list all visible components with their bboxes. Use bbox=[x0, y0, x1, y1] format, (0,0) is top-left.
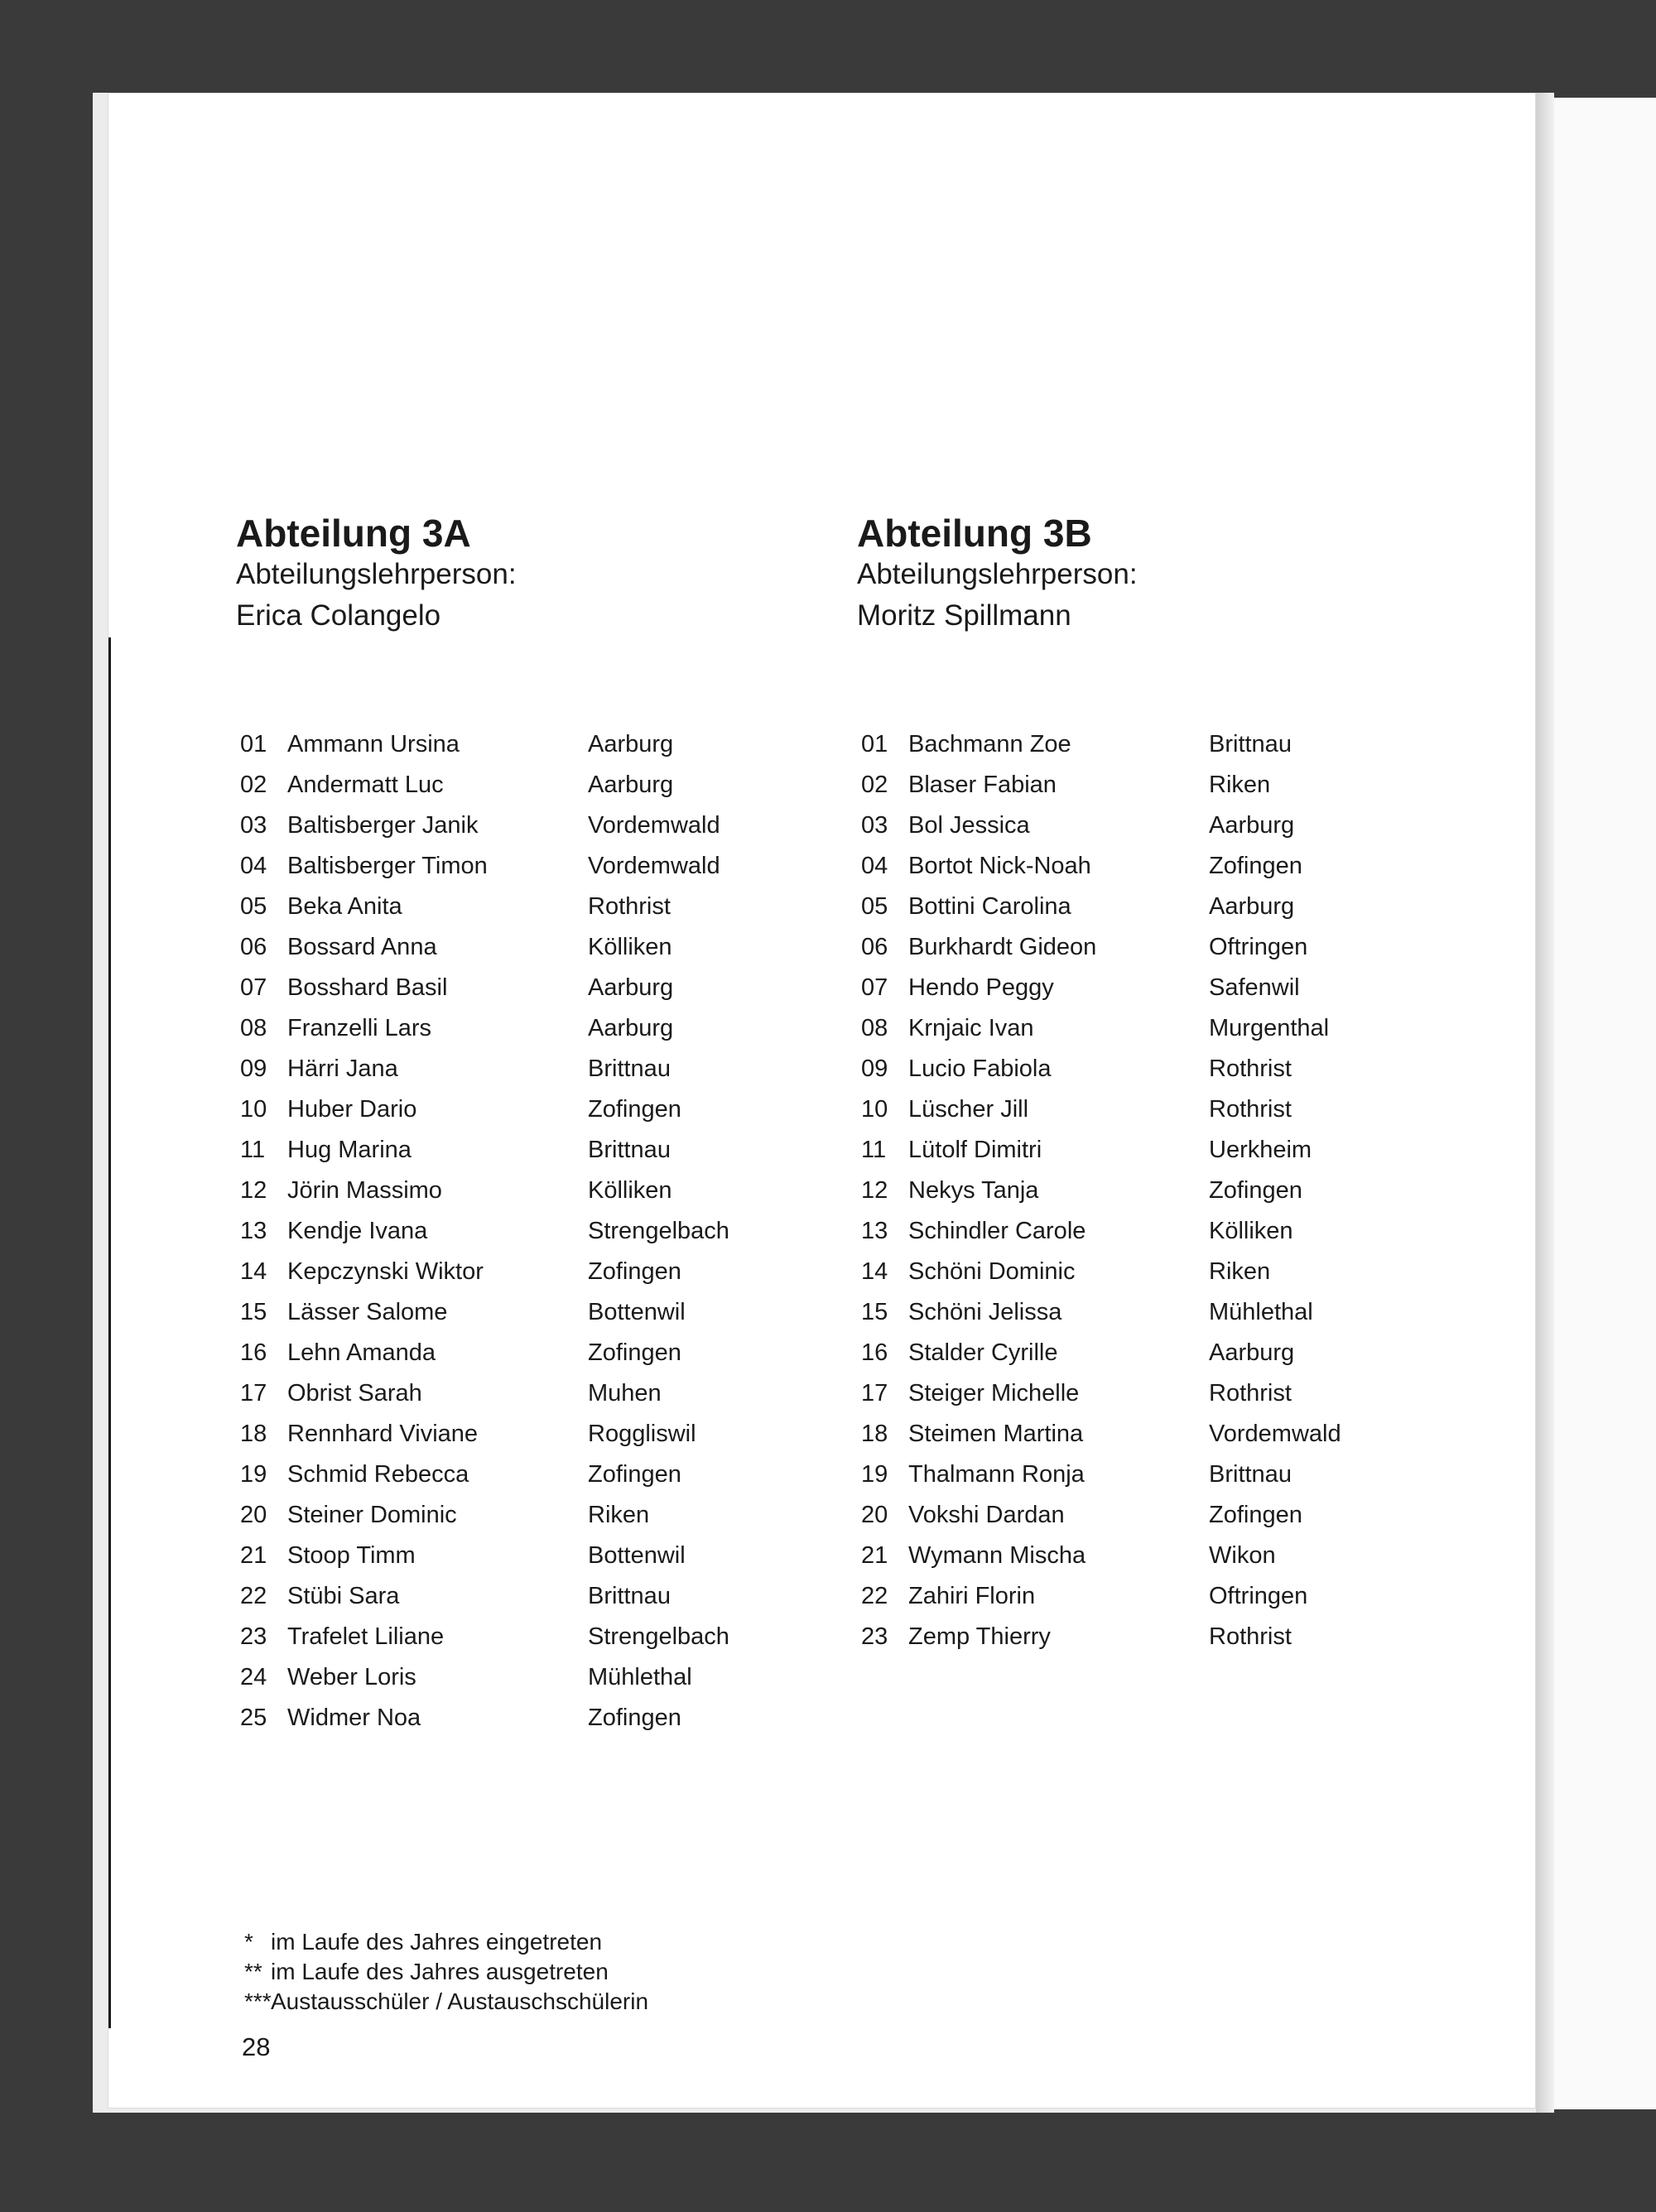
student-name: Hug Marina bbox=[287, 1137, 412, 1163]
student-row bbox=[236, 1132, 865, 1172]
student-row bbox=[236, 1334, 865, 1375]
student-row bbox=[857, 1213, 1486, 1253]
student-name: Wymann Mischa bbox=[908, 1542, 1086, 1569]
student-name: Bachmann Zoe bbox=[908, 731, 1071, 757]
student-row bbox=[857, 807, 1486, 848]
student-town: Rothrist bbox=[1209, 1056, 1292, 1082]
student-town: Oftringen bbox=[1209, 934, 1308, 960]
student-name: Bortot Nick-Noah bbox=[908, 853, 1091, 879]
student-town: Zofingen bbox=[1209, 1177, 1302, 1204]
student-town: Kölliken bbox=[588, 934, 672, 960]
student-name: Schöni Dominic bbox=[908, 1258, 1076, 1285]
student-list bbox=[236, 726, 865, 1740]
student-row bbox=[236, 1659, 865, 1700]
student-name: Härri Jana bbox=[287, 1056, 398, 1082]
student-number: 12 bbox=[861, 1177, 888, 1204]
student-row bbox=[857, 1618, 1486, 1659]
student-name: Schindler Carole bbox=[908, 1218, 1086, 1244]
student-town: Zofingen bbox=[1209, 853, 1302, 879]
student-number: 14 bbox=[861, 1258, 888, 1285]
student-name: Bottini Carolina bbox=[908, 893, 1071, 920]
student-name: Baltisberger Timon bbox=[287, 853, 488, 879]
student-row bbox=[857, 1253, 1486, 1294]
teacher-role-label: Abteilungslehrperson: bbox=[236, 558, 517, 590]
student-name: Stalder Cyrille bbox=[908, 1339, 1058, 1366]
student-number: 06 bbox=[240, 934, 267, 960]
student-town: Brittnau bbox=[1209, 1461, 1292, 1488]
student-row bbox=[857, 929, 1486, 969]
student-number: 15 bbox=[861, 1299, 888, 1325]
student-town: Rothrist bbox=[1209, 1096, 1292, 1123]
student-row bbox=[236, 807, 865, 848]
student-town: Riken bbox=[1209, 772, 1271, 798]
student-name: Hendo Peggy bbox=[908, 974, 1054, 1001]
student-number: 22 bbox=[861, 1583, 888, 1609]
student-town: Aarburg bbox=[1209, 1339, 1295, 1366]
student-town: Mühlethal bbox=[588, 1664, 692, 1690]
student-number: 17 bbox=[861, 1380, 888, 1407]
student-town: Brittnau bbox=[588, 1583, 671, 1609]
student-number: 13 bbox=[861, 1218, 888, 1244]
student-number: 08 bbox=[240, 1015, 267, 1041]
student-town: Brittnau bbox=[588, 1056, 671, 1082]
student-town: Vordemwald bbox=[1209, 1421, 1341, 1447]
student-name: Lehn Amanda bbox=[287, 1339, 436, 1366]
teacher-role-label: Abteilungslehrperson: bbox=[857, 558, 1138, 590]
student-number: 02 bbox=[861, 772, 888, 798]
student-name: Bosshard Basil bbox=[287, 974, 448, 1001]
student-name: Zemp Thierry bbox=[908, 1623, 1051, 1650]
student-number: 03 bbox=[240, 812, 267, 839]
student-town: Zofingen bbox=[588, 1339, 681, 1366]
student-name: Steiner Dominic bbox=[287, 1502, 457, 1528]
student-town: Bottenwil bbox=[588, 1542, 686, 1569]
student-name: Obrist Sarah bbox=[287, 1380, 422, 1407]
student-name: Jörin Massimo bbox=[287, 1177, 442, 1204]
student-number: 22 bbox=[240, 1583, 267, 1609]
student-town: Aarburg bbox=[1209, 893, 1295, 920]
spine-shadow bbox=[1536, 93, 1554, 2113]
student-row bbox=[857, 1537, 1486, 1578]
student-row bbox=[236, 1051, 865, 1091]
footnote-text: Austausschüler / Austauschschülerin bbox=[271, 1988, 649, 2014]
page-edge-line bbox=[108, 637, 111, 2028]
student-town: Strengelbach bbox=[588, 1218, 729, 1244]
student-row bbox=[857, 1334, 1486, 1375]
student-town: Muhen bbox=[588, 1380, 662, 1407]
student-row bbox=[857, 1010, 1486, 1051]
student-row bbox=[857, 767, 1486, 807]
student-number: 07 bbox=[861, 974, 888, 1001]
student-name: Kepczynski Wiktor bbox=[287, 1258, 484, 1285]
student-name: Stübi Sara bbox=[287, 1583, 400, 1609]
student-town: Oftringen bbox=[1209, 1583, 1308, 1609]
student-town: Strengelbach bbox=[588, 1623, 729, 1650]
student-name: Lütolf Dimitri bbox=[908, 1137, 1042, 1163]
student-name: Steimen Martina bbox=[908, 1421, 1084, 1447]
student-name: Stoop Timm bbox=[287, 1542, 416, 1569]
student-name: Thalmann Ronja bbox=[908, 1461, 1085, 1488]
student-row bbox=[236, 1172, 865, 1213]
student-town: Kölliken bbox=[588, 1177, 672, 1204]
section-heading: Abteilung 3B bbox=[857, 512, 1092, 555]
student-town: Zofingen bbox=[588, 1705, 681, 1731]
student-name: Widmer Noa bbox=[287, 1705, 421, 1731]
student-row bbox=[857, 1456, 1486, 1497]
student-town: Brittnau bbox=[1209, 731, 1292, 757]
student-list bbox=[857, 726, 1486, 1659]
student-number: 23 bbox=[861, 1623, 888, 1650]
student-town: Safenwil bbox=[1209, 974, 1300, 1001]
student-row bbox=[236, 1375, 865, 1416]
student-number: 19 bbox=[861, 1461, 888, 1488]
student-row bbox=[236, 1294, 865, 1334]
student-name: Lässer Salome bbox=[287, 1299, 448, 1325]
student-town: Uerkheim bbox=[1209, 1137, 1312, 1163]
student-name: Rennhard Viviane bbox=[287, 1421, 479, 1447]
student-name: Huber Dario bbox=[287, 1096, 417, 1123]
student-row bbox=[236, 1618, 865, 1659]
student-row bbox=[236, 888, 865, 929]
student-number: 15 bbox=[240, 1299, 267, 1325]
student-town: Riken bbox=[1209, 1258, 1271, 1285]
student-town: Roggliswil bbox=[588, 1421, 696, 1447]
student-number: 10 bbox=[240, 1096, 267, 1123]
student-town: Rothrist bbox=[1209, 1623, 1292, 1650]
student-name: Krnjaic Ivan bbox=[908, 1015, 1034, 1041]
student-name: Franzelli Lars bbox=[287, 1015, 432, 1041]
student-name: Lucio Fabiola bbox=[908, 1056, 1052, 1082]
student-row bbox=[857, 1051, 1486, 1091]
student-number: 10 bbox=[861, 1096, 888, 1123]
student-town: Kölliken bbox=[1209, 1218, 1293, 1244]
student-name: Ammann Ursina bbox=[287, 731, 460, 757]
student-number: 03 bbox=[861, 812, 888, 839]
student-name: Bossard Anna bbox=[287, 934, 437, 960]
footnote-text: im Laufe des Jahres eingetreten bbox=[271, 1929, 603, 1955]
student-town: Aarburg bbox=[588, 731, 674, 757]
student-row bbox=[236, 1700, 865, 1740]
student-row bbox=[236, 1578, 865, 1618]
student-town: Rothrist bbox=[1209, 1380, 1292, 1407]
student-row bbox=[857, 1497, 1486, 1537]
student-number: 09 bbox=[861, 1056, 888, 1082]
student-name: Lüscher Jill bbox=[908, 1096, 1029, 1123]
student-town: Vordemwald bbox=[588, 853, 720, 879]
student-number: 08 bbox=[861, 1015, 888, 1041]
student-town: Mühlethal bbox=[1209, 1299, 1313, 1325]
student-row bbox=[236, 1091, 865, 1132]
student-town: Aarburg bbox=[588, 974, 674, 1001]
student-number: 16 bbox=[861, 1339, 888, 1366]
student-number: 24 bbox=[240, 1664, 267, 1690]
student-name: Andermatt Luc bbox=[287, 772, 444, 798]
student-row bbox=[857, 1091, 1486, 1132]
student-number: 04 bbox=[861, 853, 888, 879]
section-heading: Abteilung 3A bbox=[236, 512, 471, 555]
student-number: 14 bbox=[240, 1258, 267, 1285]
student-row bbox=[236, 1497, 865, 1537]
student-town: Brittnau bbox=[588, 1137, 671, 1163]
student-row bbox=[857, 969, 1486, 1010]
student-town: Aarburg bbox=[588, 1015, 674, 1041]
student-number: 07 bbox=[240, 974, 267, 1001]
student-name: Zahiri Florin bbox=[908, 1583, 1036, 1609]
student-row bbox=[857, 848, 1486, 888]
student-name: Nekys Tanja bbox=[908, 1177, 1039, 1204]
student-row bbox=[236, 1456, 865, 1497]
student-row bbox=[236, 969, 865, 1010]
student-town: Aarburg bbox=[1209, 812, 1295, 839]
student-number: 13 bbox=[240, 1218, 267, 1244]
document-page bbox=[108, 93, 1536, 2109]
student-row bbox=[857, 1416, 1486, 1456]
student-row bbox=[236, 929, 865, 969]
student-number: 11 bbox=[240, 1137, 266, 1163]
student-name: Baltisberger Janik bbox=[287, 812, 479, 839]
student-number: 04 bbox=[240, 853, 267, 879]
student-row bbox=[857, 726, 1486, 767]
teacher-name: Moritz Spillmann bbox=[857, 599, 1071, 632]
student-town: Murgenthal bbox=[1209, 1015, 1330, 1041]
student-name: Beka Anita bbox=[287, 893, 402, 920]
footnote-marker: ** bbox=[244, 1959, 262, 1984]
student-row bbox=[236, 1416, 865, 1456]
student-town: Riken bbox=[588, 1502, 650, 1528]
student-number: 23 bbox=[240, 1623, 267, 1650]
student-number: 25 bbox=[240, 1705, 267, 1731]
student-town: Bottenwil bbox=[588, 1299, 686, 1325]
student-town: Zofingen bbox=[588, 1461, 681, 1488]
student-number: 05 bbox=[861, 893, 888, 920]
student-row bbox=[857, 1132, 1486, 1172]
student-number: 20 bbox=[861, 1502, 888, 1528]
student-number: 06 bbox=[861, 934, 888, 960]
student-number: 21 bbox=[861, 1542, 888, 1569]
student-number: 01 bbox=[240, 731, 267, 757]
student-number: 12 bbox=[240, 1177, 267, 1204]
student-row bbox=[236, 848, 865, 888]
student-number: 09 bbox=[240, 1056, 267, 1082]
student-number: 17 bbox=[240, 1380, 267, 1407]
student-town: Zofingen bbox=[588, 1258, 681, 1285]
student-number: 18 bbox=[240, 1421, 267, 1447]
student-row bbox=[857, 1578, 1486, 1618]
student-number: 20 bbox=[240, 1502, 267, 1528]
student-town: Rothrist bbox=[588, 893, 671, 920]
student-row bbox=[236, 1213, 865, 1253]
student-row bbox=[236, 767, 865, 807]
page-number: 28 bbox=[242, 2032, 271, 2061]
student-name: Burkhardt Gideon bbox=[908, 934, 1097, 960]
student-name: Vokshi Dardan bbox=[908, 1502, 1065, 1528]
student-name: Schöni Jelissa bbox=[908, 1299, 1062, 1325]
student-town: Wikon bbox=[1209, 1542, 1276, 1569]
student-name: Bol Jessica bbox=[908, 812, 1030, 839]
student-number: 02 bbox=[240, 772, 267, 798]
student-town: Vordemwald bbox=[588, 812, 720, 839]
student-row bbox=[236, 726, 865, 767]
teacher-name: Erica Colangelo bbox=[236, 599, 441, 632]
student-name: Trafelet Liliane bbox=[287, 1623, 445, 1650]
student-number: 19 bbox=[240, 1461, 267, 1488]
student-row bbox=[857, 1294, 1486, 1334]
student-name: Blaser Fabian bbox=[908, 772, 1057, 798]
student-town: Zofingen bbox=[588, 1096, 681, 1123]
student-name: Kendje Ivana bbox=[287, 1218, 428, 1244]
footnote-marker: * bbox=[244, 1929, 253, 1955]
student-row bbox=[857, 1172, 1486, 1213]
student-name: Weber Loris bbox=[287, 1664, 416, 1690]
student-row bbox=[857, 1375, 1486, 1416]
footnote-marker: *** bbox=[244, 1988, 272, 2014]
student-name: Schmid Rebecca bbox=[287, 1461, 469, 1488]
student-number: 16 bbox=[240, 1339, 267, 1366]
student-town: Zofingen bbox=[1209, 1502, 1302, 1528]
student-row bbox=[236, 1010, 865, 1051]
student-row bbox=[857, 888, 1486, 929]
student-row bbox=[236, 1253, 865, 1294]
student-number: 11 bbox=[861, 1137, 887, 1163]
footnote-text: im Laufe des Jahres ausgetreten bbox=[271, 1959, 609, 1984]
student-number: 01 bbox=[861, 731, 888, 757]
student-number: 18 bbox=[861, 1421, 888, 1447]
student-number: 21 bbox=[240, 1542, 267, 1569]
student-name: Steiger Michelle bbox=[908, 1380, 1080, 1407]
facing-page bbox=[1554, 98, 1656, 2109]
student-town: Aarburg bbox=[588, 772, 674, 798]
student-number: 05 bbox=[240, 893, 267, 920]
student-row bbox=[236, 1537, 865, 1578]
